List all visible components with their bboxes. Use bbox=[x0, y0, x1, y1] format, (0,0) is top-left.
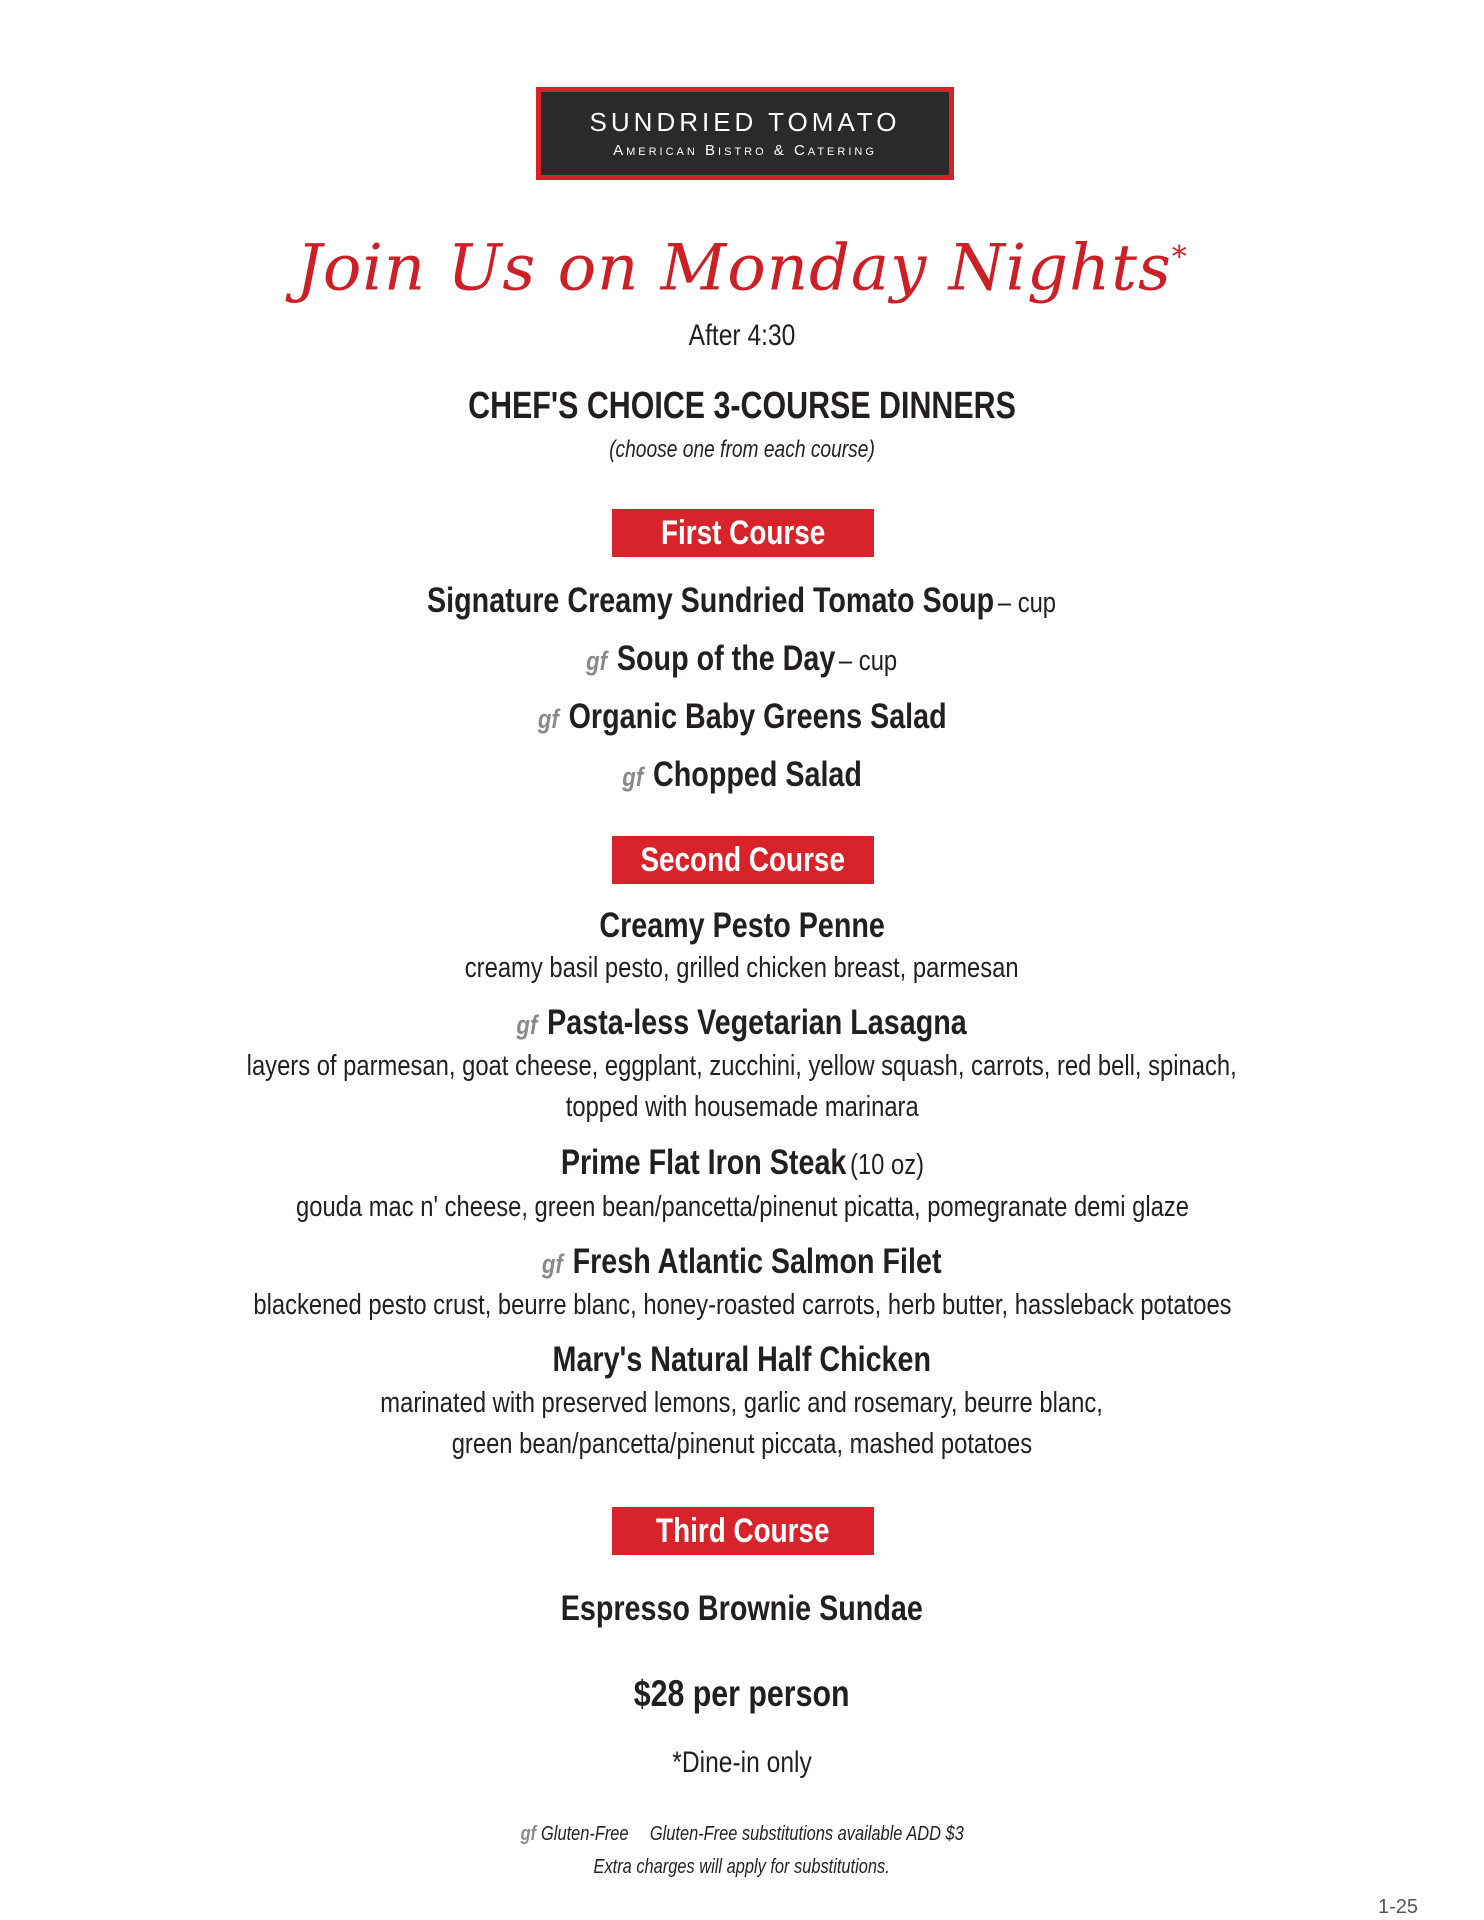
item-name: Chopped Salad bbox=[652, 755, 862, 794]
price: $28 per person bbox=[634, 1673, 850, 1714]
item-name: Mary's Natural Half Chicken bbox=[552, 1340, 932, 1379]
item-description: creamy basil pesto, grilled chicken breast, parmesan bbox=[465, 952, 1019, 984]
third-course-label: Third Course bbox=[656, 1512, 830, 1550]
item-name: Pasta-less Vegetarian Lasagna bbox=[547, 1003, 968, 1042]
logo-name: SUNDRIED TOMATO bbox=[589, 107, 901, 137]
gluten-free-label: Gluten-Free bbox=[540, 1823, 629, 1845]
gluten-free-tag: gf bbox=[516, 1010, 538, 1040]
menu-code: 1-25 bbox=[1378, 1896, 1419, 1918]
menu-item bbox=[0, 755, 1484, 802]
item-description: green bean/pancetta/pinenut piccata, mashed potatoes bbox=[451, 1428, 1033, 1460]
gluten-free-tag: gf bbox=[622, 762, 644, 792]
dinner-title: CHEF'S CHOICE 3-COURSE DINNERS bbox=[468, 385, 1016, 427]
item-description: topped with housemade marinara bbox=[565, 1091, 919, 1123]
dinner-note: (choose one from each course) bbox=[609, 436, 875, 463]
item-size: – cup bbox=[839, 645, 898, 677]
item-description: blackened pesto crust, beurre blanc, honey-roasted carrots, herb butter, hassleback potatoes bbox=[252, 1289, 1232, 1321]
item-name: Espresso Brownie Sundae bbox=[560, 1589, 924, 1628]
headline-asterisk: * bbox=[1171, 240, 1188, 275]
substitution-note: Extra charges will apply for substitutions. bbox=[593, 1856, 891, 1878]
menu-item bbox=[0, 906, 1484, 953]
menu-item bbox=[0, 581, 1484, 628]
dine-in-note: *Dine-in only bbox=[672, 1746, 812, 1779]
item-name: Organic Baby Greens Salad bbox=[568, 697, 947, 736]
logo-subtitle: American Bistro & Catering bbox=[613, 142, 877, 159]
item-description: layers of parmesan, goat cheese, eggplant, zucchini, yellow squash, carrots, red bell, spinach, bbox=[246, 1050, 1238, 1082]
menu-item bbox=[0, 1340, 1484, 1387]
first-course-label: First Course bbox=[660, 514, 826, 552]
menu-item bbox=[0, 697, 1484, 744]
menu-item bbox=[0, 1143, 1484, 1190]
third-course-band bbox=[612, 1507, 874, 1555]
item-name: Prime Flat Iron Steak bbox=[560, 1143, 846, 1182]
headline bbox=[0, 218, 1484, 308]
item-description: marinated with preserved lemons, garlic and rosemary, beurre blanc, bbox=[380, 1387, 1104, 1419]
gluten-free-tag: gf bbox=[520, 1823, 536, 1845]
time-note: After 4:30 bbox=[688, 319, 796, 352]
item-name: Soup of the Day bbox=[617, 639, 836, 678]
gluten-free-tag: gf bbox=[542, 1249, 564, 1279]
second-course-label: Second Course bbox=[640, 841, 846, 879]
item-name: Fresh Atlantic Salmon Filet bbox=[572, 1242, 942, 1281]
menu-item bbox=[0, 1003, 1484, 1050]
headline-text: Join Us on Monday Nights bbox=[296, 231, 1172, 306]
menu-item bbox=[0, 1589, 1484, 1636]
item-name: Signature Creamy Sundried Tomato Soup bbox=[427, 581, 995, 620]
item-size: – cup bbox=[998, 587, 1057, 619]
gluten-free-tag: gf bbox=[537, 704, 559, 734]
item-name: Creamy Pesto Penne bbox=[599, 906, 885, 945]
logo bbox=[536, 87, 954, 180]
item-size: (10 oz) bbox=[849, 1149, 924, 1181]
gluten-free-tag: gf bbox=[586, 646, 608, 676]
gluten-free-legend bbox=[0, 1821, 1484, 1847]
first-course-band bbox=[612, 509, 874, 557]
menu-item bbox=[0, 639, 1484, 686]
gluten-free-substitutions: Gluten-Free substitutions available ADD $3 bbox=[649, 1823, 964, 1845]
menu-item bbox=[0, 1242, 1484, 1289]
second-course-band bbox=[612, 836, 874, 884]
item-description: gouda mac n' cheese, green bean/pancetta/pinenut picatta, pomegranate demi glaze bbox=[295, 1191, 1189, 1223]
